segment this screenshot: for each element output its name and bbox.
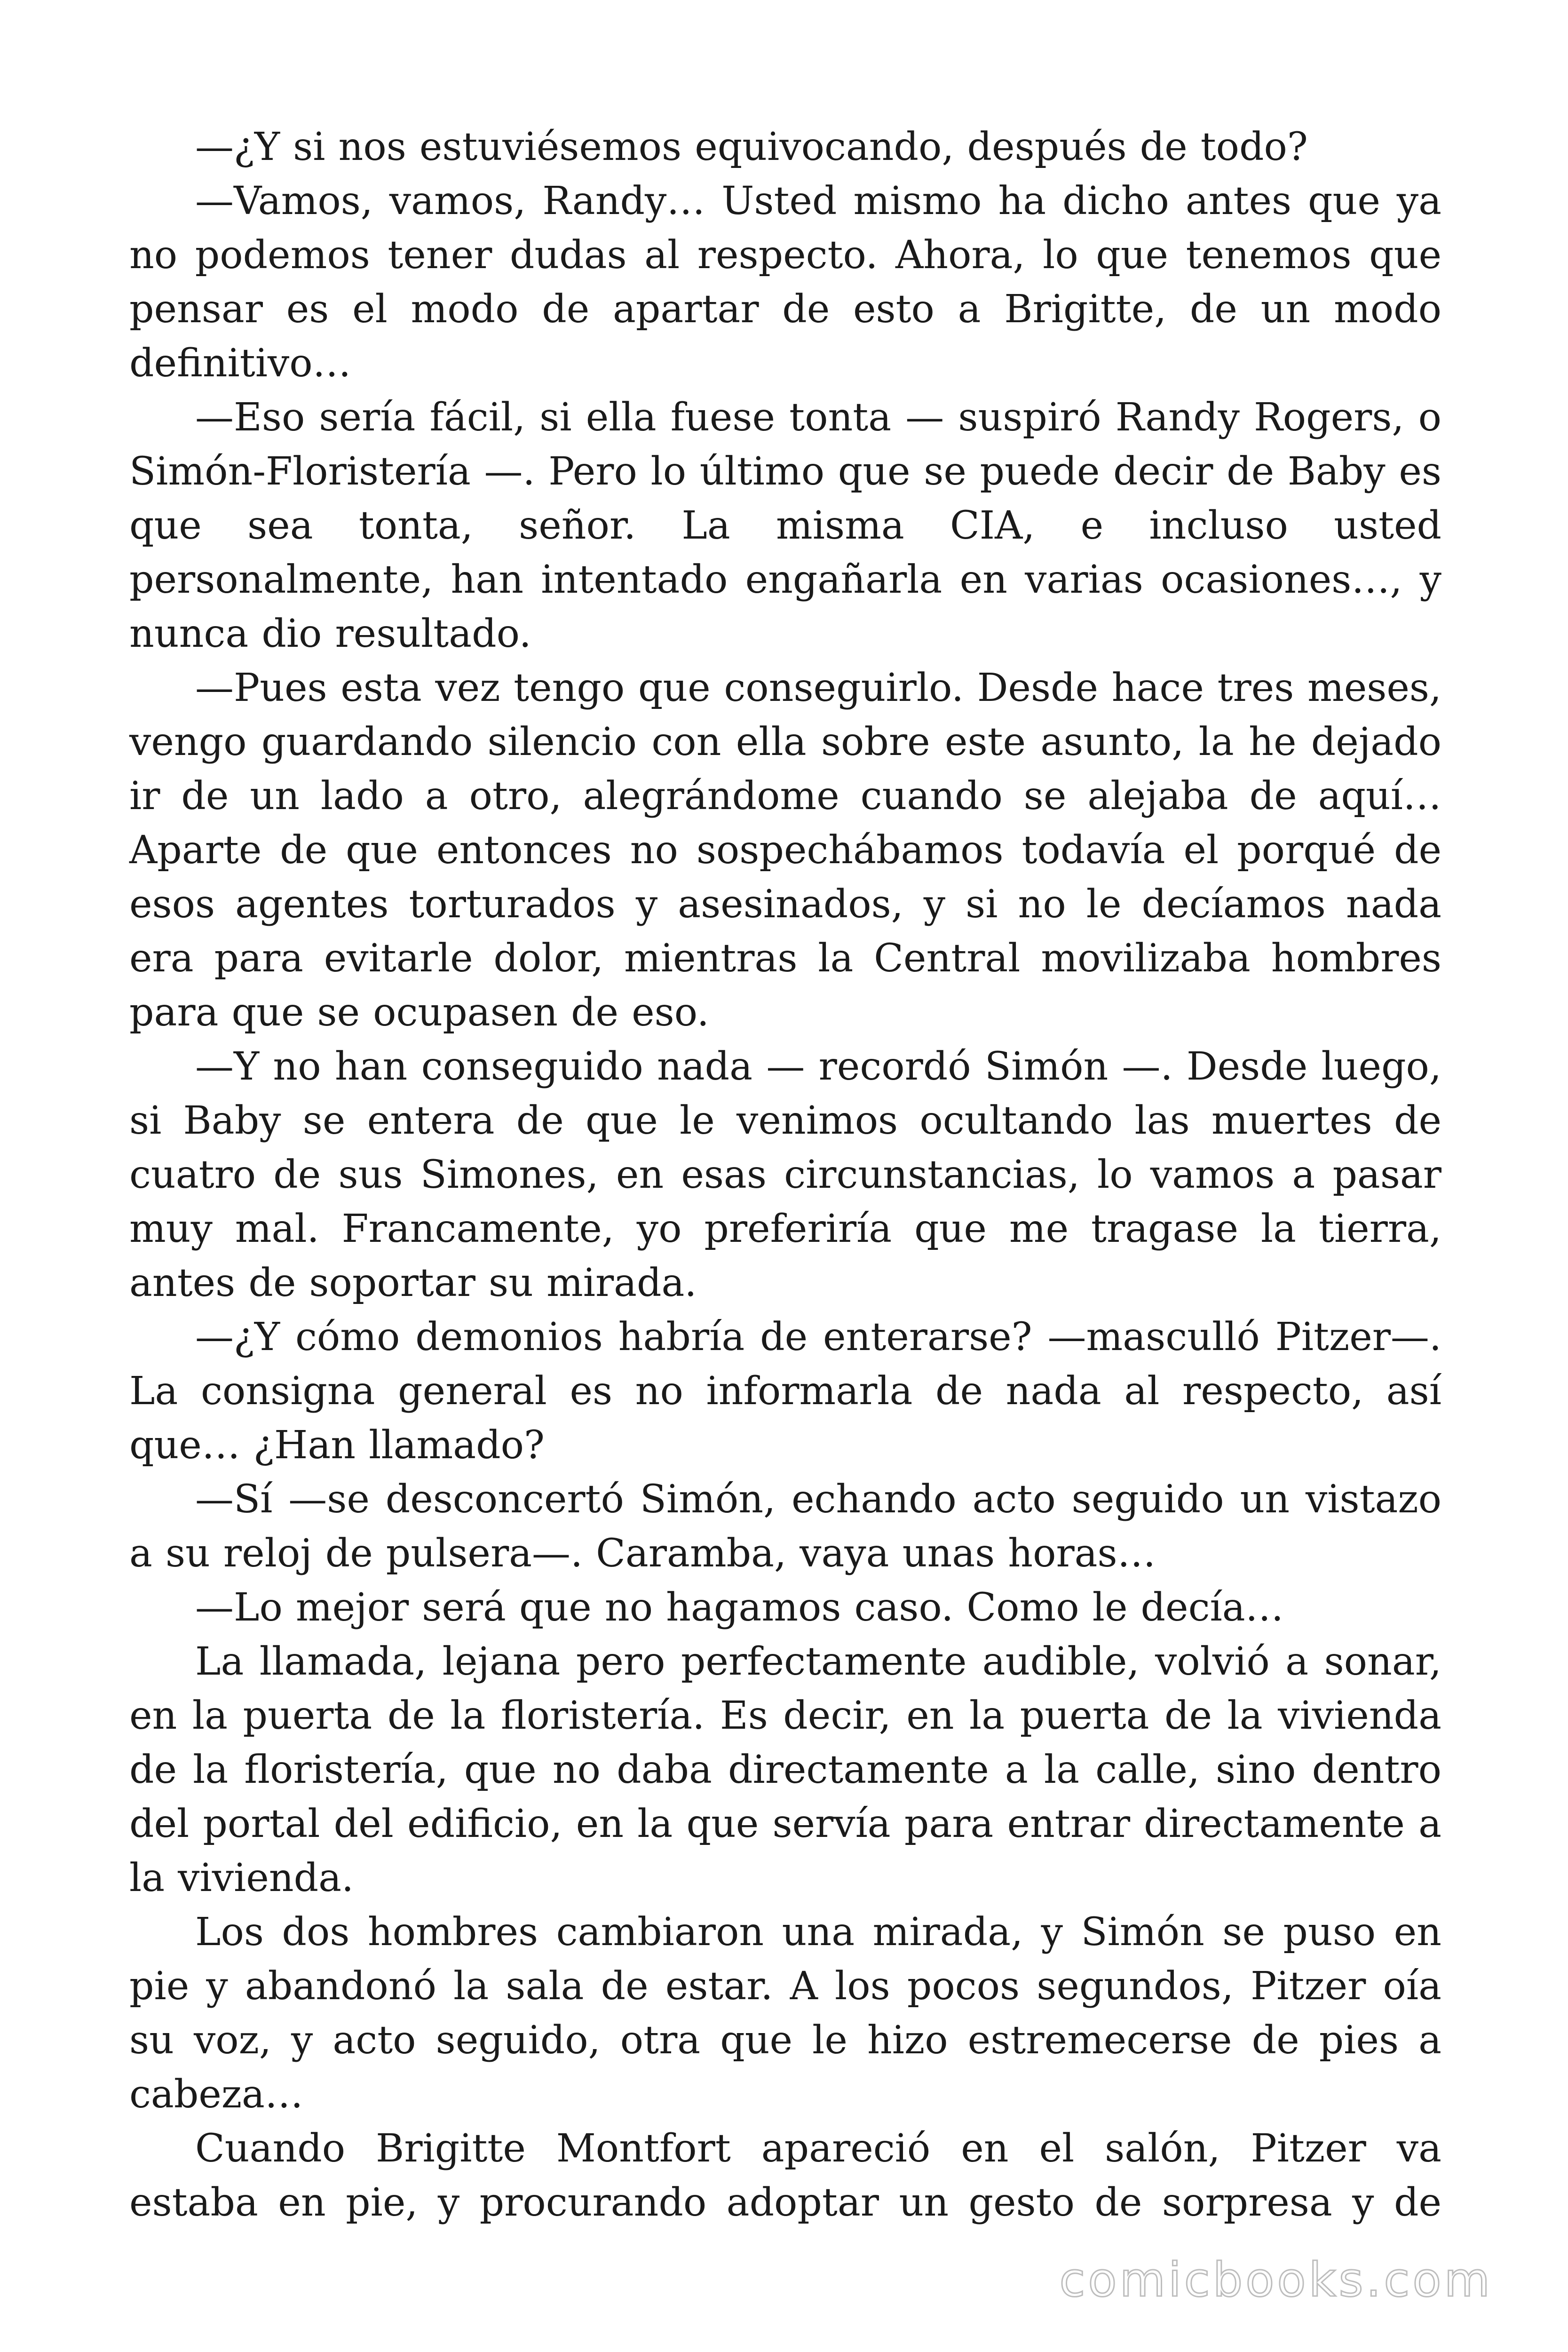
paragraph: —Y no han conseguido nada — recordó Simón —. Desde luego, si Baby se entera de que le venimos ocultando las muertes de cuatro de sus Simones, en esas circunstancias, lo vamos a pasar muy mal. Francamente, yo preferiría que me tragase la tierra, antes de soportar su mirada. xyxy=(129,1044,1441,1305)
paragraph: —Vamos, vamos, Randy… Usted mismo ha dicho antes que ya no podemos tener dudas al respecto. Ahora, lo que tenemos que pensar es el modo de apartar de esto a Brigitte, de un modo definitivo… xyxy=(129,179,1441,386)
page-body xyxy=(129,120,1441,2230)
paragraph: —Sí —se desconcertó Simón, echando acto seguido un vistazo a su reloj de pulsera—. Caramba, vaya unas horas… xyxy=(129,1477,1441,1576)
watermark: comicbooks.com xyxy=(1059,2252,1493,2307)
paragraph-last: Cuando Brigitte Montfort apareció en el salón, Pitzer va estaba en pie, y procurando adoptar un gesto de sorpresa y de xyxy=(129,2126,1441,2225)
paragraph: —Lo mejor será que no hagamos caso. Como le decía… xyxy=(195,1585,1284,1630)
paragraph: La llamada, lejana pero perfectamente audible, volvió a sonar, en la puerta de la floristería. Es decir, en la puerta de la vivienda de la floristería, que no daba directamente a la calle, sino dentro del portal del edificio, en la que servía para entrar directamente a la vivienda. xyxy=(129,1639,1441,1900)
paragraph: —Pues esta vez tengo que conseguirlo. Desde hace tres meses, vengo guardando silencio con ella sobre este asunto, la he dejado ir de un lado a otro, alegrándome cuando se alejaba de aquí… Aparte de que entonces no sospechábamos todavía el porqué de esos agentes torturados y asesinados, y si no le decíamos nada era para evitarle dolor, mientras la Central movilizaba hombres para que se ocupasen de eso. xyxy=(129,666,1441,1035)
paragraph: Los dos hombres cambiaron una mirada, y Simón se puso en pie y abandonó la sala de estar. A los pocos segundos, Pitzer oía su voz, y acto seguido, otra que le hizo estremecerse de pies a cabeza… xyxy=(129,1910,1441,2117)
paragraph: —Eso sería fácil, si ella fuese tonta — suspiró Randy Rogers, o Simón-Floristería —. Pero lo último que se puede decir de Baby es que sea tonta, señor. La misma CIA, e incluso usted personalmente, han intentado engañarla en varias ocasiones…, y nunca dio resultado. xyxy=(129,395,1441,656)
paragraph: —¿Y cómo demonios habría de enterarse? —masculló Pitzer—. La consigna general es no informarla de nada al respecto, así que… ¿Han llamado? xyxy=(129,1315,1441,1468)
paragraph: —¿Y si nos estuviésemos equivocando, después de todo? xyxy=(195,125,1308,169)
